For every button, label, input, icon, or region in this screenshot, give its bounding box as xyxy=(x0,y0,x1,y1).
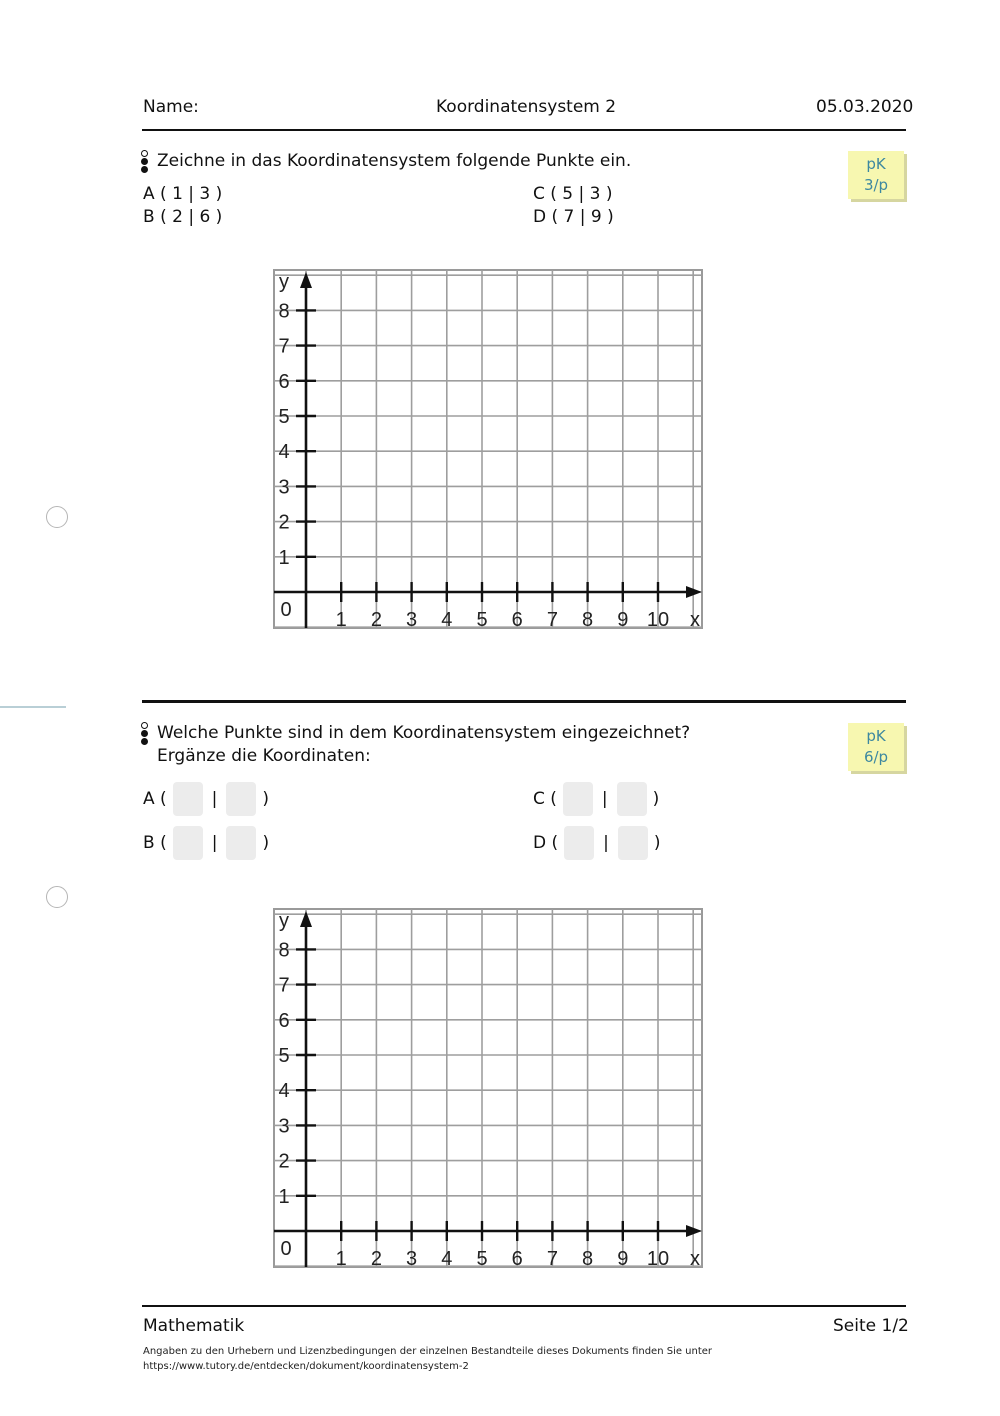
x-tick-label: 9 xyxy=(617,609,629,631)
x-tick-label: 1 xyxy=(335,609,347,631)
x-tick-label: 8 xyxy=(582,1248,594,1270)
y-tick-label: 5 xyxy=(278,406,290,428)
answer-label: D ( xyxy=(533,833,559,853)
x-tick-label: 6 xyxy=(511,609,523,631)
x-tick-label: 10 xyxy=(646,1248,670,1270)
y-tick-label: 3 xyxy=(278,1115,290,1138)
x-tick-label: 3 xyxy=(406,609,418,631)
y-tick-label: 8 xyxy=(278,939,290,962)
header-divider xyxy=(142,129,906,131)
points-note xyxy=(848,723,904,771)
y-axis-label: y xyxy=(279,910,289,932)
x-tick-label: 3 xyxy=(406,1248,418,1270)
origin-label: 0 xyxy=(280,1238,292,1260)
punch-hole-bottom xyxy=(46,886,68,908)
subject: Mathematik xyxy=(143,1316,245,1336)
coordinate-grid-2 xyxy=(270,905,706,1273)
answer-label: C ( xyxy=(533,789,557,809)
y-tick-label: 4 xyxy=(278,441,290,464)
x-tick-label: 5 xyxy=(476,1248,488,1270)
y-tick-label: 8 xyxy=(278,300,290,323)
license-text: Angaben zu den Urhebern und Lizenzbedingungen der einzelnen Bestandteile dieses Dokuments finden Sie unter xyxy=(143,1346,713,1357)
note-label: pK xyxy=(866,727,886,745)
y-coordinate-input[interactable] xyxy=(226,782,256,816)
y-coordinate-input[interactable] xyxy=(618,826,648,860)
task1-prompt: Zeichne in das Koordinatensystem folgende Punkte ein. xyxy=(157,151,632,171)
task2-prompt-line2: Ergänze die Koordinaten: xyxy=(157,746,371,766)
y-tick-label: 7 xyxy=(278,974,290,997)
x-tick-label: 2 xyxy=(370,1248,382,1270)
name-label: Name: xyxy=(143,97,199,117)
y-tick-label: 2 xyxy=(278,511,290,534)
close-paren: ) xyxy=(652,789,660,809)
grid-border xyxy=(274,270,702,628)
note-label: pK xyxy=(866,155,886,173)
y-tick-label: 2 xyxy=(278,1150,290,1173)
note-points: 3/p xyxy=(863,176,889,194)
punch-hole-top xyxy=(46,506,68,528)
note-points: 6/p xyxy=(863,748,889,766)
answer-row-d xyxy=(533,826,661,860)
point-a: A ( 1 | 3 ) xyxy=(143,184,223,204)
answer-label: A ( xyxy=(143,789,167,809)
x-axis-label: x xyxy=(690,1248,700,1270)
task2-prompt-line1: Welche Punkte sind in dem Koordinatensystem eingezeichnet? xyxy=(157,723,691,743)
y-tick-label: 7 xyxy=(278,335,290,358)
page-number: Seite 1/2 xyxy=(833,1316,909,1336)
x-tick-label: 10 xyxy=(646,609,670,631)
answer-row-a xyxy=(143,782,269,816)
x-tick-label: 7 xyxy=(546,609,558,631)
license-url[interactable]: https://www.tutory.de/entdecken/dokument/koordinatensystem-2 xyxy=(143,1361,469,1372)
y-tick-label: 4 xyxy=(278,1080,290,1103)
answer-row-b xyxy=(143,826,269,860)
y-tick-label: 6 xyxy=(278,370,290,393)
x-tick-label: 1 xyxy=(335,1248,347,1270)
page-title: Koordinatensystem 2 xyxy=(436,97,617,117)
x-tick-label: 7 xyxy=(546,1248,558,1270)
x-tick-label: 2 xyxy=(370,609,382,631)
close-paren: ) xyxy=(262,789,270,809)
y-tick-label: 1 xyxy=(278,1185,290,1208)
coordinate-grid-1 xyxy=(270,266,706,634)
x-tick-label: 4 xyxy=(441,609,453,631)
y-coordinate-input[interactable] xyxy=(617,782,647,816)
x-tick-label: 8 xyxy=(582,609,594,631)
section-divider xyxy=(142,700,906,703)
origin-label: 0 xyxy=(280,599,292,621)
footer-divider xyxy=(142,1305,906,1307)
point-b: B ( 2 | 6 ) xyxy=(143,207,223,227)
x-coordinate-input[interactable] xyxy=(173,782,203,816)
answer-label: B ( xyxy=(143,833,167,853)
close-paren: ) xyxy=(262,833,270,853)
point-c: C ( 5 | 3 ) xyxy=(533,184,613,204)
x-tick-label: 9 xyxy=(617,1248,629,1270)
x-coordinate-input[interactable] xyxy=(173,826,203,860)
answer-row-c xyxy=(533,782,659,816)
points-note xyxy=(848,151,904,199)
y-tick-label: 3 xyxy=(278,476,290,499)
separator: | xyxy=(601,789,608,809)
close-paren: ) xyxy=(653,833,661,853)
x-tick-label: 5 xyxy=(476,609,488,631)
y-tick-label: 6 xyxy=(278,1009,290,1032)
y-coordinate-input[interactable] xyxy=(226,826,256,860)
separator: | xyxy=(211,789,218,809)
grid-border xyxy=(274,909,702,1267)
x-tick-label: 6 xyxy=(511,1248,523,1270)
y-tick-label: 1 xyxy=(278,546,290,569)
task-difficulty-icon xyxy=(141,722,151,746)
y-tick-label: 5 xyxy=(278,1045,290,1067)
separator: | xyxy=(603,833,609,853)
date: 05.03.2020 xyxy=(816,97,914,117)
x-tick-label: 4 xyxy=(441,1248,453,1270)
y-axis-label: y xyxy=(279,271,289,293)
point-d: D ( 7 | 9 ) xyxy=(533,207,614,227)
fold-mark xyxy=(0,706,66,708)
x-axis-label: x xyxy=(690,609,700,631)
x-coordinate-input[interactable] xyxy=(563,782,593,816)
x-coordinate-input[interactable] xyxy=(564,826,594,860)
separator: | xyxy=(211,833,218,853)
task-difficulty-icon xyxy=(141,150,151,174)
